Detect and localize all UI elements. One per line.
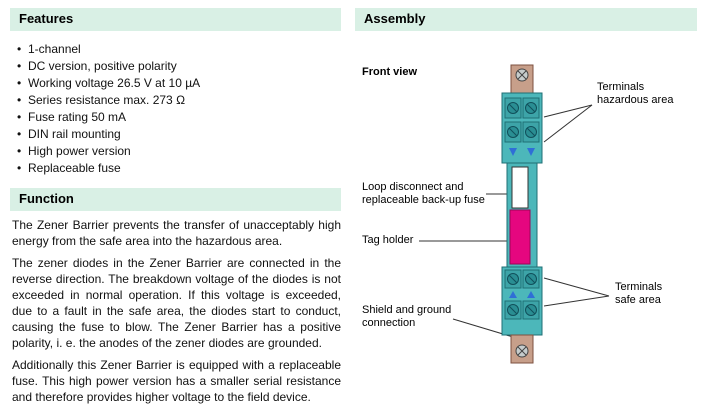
- wire-entry-marker-icon: [509, 291, 517, 298]
- leader-terminals-safe-1: [544, 278, 609, 296]
- function-paragraph-1: The Zener Barrier prevents the transfer of unacceptably high energy from the safe area into the hazardous area.: [12, 218, 341, 248]
- wire-entry-marker-icon: [509, 148, 517, 156]
- features-header: [10, 8, 341, 31]
- ground-screw-icon: [516, 345, 528, 357]
- callout-text-line: replaceable back-up fuse: [362, 194, 485, 206]
- terminal-screw-icon: [508, 103, 519, 114]
- feature-item: • Working voltage 26.5 V at 10 µA: [16, 75, 341, 92]
- terminal-screw-icon: [526, 305, 537, 316]
- left-column: [10, 8, 341, 411]
- callout-text-line: Terminals: [597, 81, 645, 93]
- feature-item: • Fuse rating 50 mA: [16, 109, 341, 126]
- callout-tag-holder: [362, 234, 413, 247]
- function-title: Function: [19, 191, 74, 206]
- leader-terminals-hazardous-2: [544, 105, 592, 142]
- callout-text-line: safe area: [615, 294, 661, 306]
- callout-text-line: connection: [362, 317, 416, 329]
- device-middle-body: [507, 163, 537, 267]
- device-top-foot: [511, 65, 533, 93]
- wire-entry-marker-icon: [527, 291, 535, 298]
- feature-item: • High power version: [16, 143, 341, 160]
- features-title: Features: [19, 11, 74, 26]
- wire-entry-marker-icon: [527, 148, 535, 156]
- feature-item: • Replaceable fuse: [16, 160, 341, 177]
- terminal-screw-icon: [508, 305, 519, 316]
- terminal-block-hazardous: [502, 93, 542, 163]
- terminal-screw-icon: [508, 127, 519, 138]
- feature-item: • DIN rail mounting: [16, 126, 341, 143]
- terminal-block-safe: [502, 267, 542, 335]
- leader-terminals-hazardous-1: [544, 105, 592, 117]
- callout-text-line: Terminals: [615, 281, 663, 293]
- device-bottom-foot: [511, 335, 533, 363]
- function-text: [10, 211, 341, 405]
- feature-item: • Series resistance max. 273 Ω: [16, 92, 341, 109]
- callout-text-line: Shield and ground: [362, 304, 452, 316]
- terminal-screw-icon: [526, 103, 537, 114]
- assembly-title: Assembly: [364, 11, 426, 26]
- callout-text-line: Loop disconnect and: [362, 181, 464, 193]
- terminal-screw-icon: [508, 274, 519, 285]
- leader-terminals-safe-2: [544, 296, 609, 306]
- callout-text-line: hazardous area: [597, 94, 674, 106]
- callout-loop-disconnect: [362, 181, 485, 207]
- fuse-window: [512, 167, 528, 208]
- feature-item: • 1-channel: [16, 41, 341, 58]
- callout-text-line: Tag holder: [362, 234, 414, 246]
- function-paragraph-3: Additionally this Zener Barrier is equipped with a replaceable fuse. This high power version has a smaller serial resistance and therefore provides higher voltage to the field device.: [12, 358, 341, 404]
- terminal-screw-icon: [526, 127, 537, 138]
- features-list: [10, 31, 341, 177]
- callout-terminals-safe: [615, 281, 662, 307]
- top-foot-screw-icon: [516, 69, 528, 81]
- callout-shield-ground: [362, 304, 451, 330]
- terminal-screw-icon: [526, 274, 537, 285]
- leader-shield-ground: [453, 319, 513, 337]
- right-column: [355, 8, 697, 31]
- callout-lines: [419, 105, 609, 337]
- tag-holder-plate: [510, 210, 530, 264]
- assembly-header: [355, 8, 697, 31]
- feature-item: • DC version, positive polarity: [16, 58, 341, 75]
- front-view-label: Front view: [362, 66, 418, 78]
- function-header: [10, 188, 341, 211]
- function-paragraph-2: The zener diodes in the Zener Barrier are connected in the reverse direction. The breakdown voltage of the diodes is not exceeded in normal operation. If this voltage is exceeded, due to a fault in the safe area, the diodes start to conduct, causing the fuse to blow. The Zener Barrier has a positive polarity, i. e. the anodes of the zener diodes are grounded.: [12, 256, 341, 350]
- callout-terminals-hazardous: [597, 81, 673, 107]
